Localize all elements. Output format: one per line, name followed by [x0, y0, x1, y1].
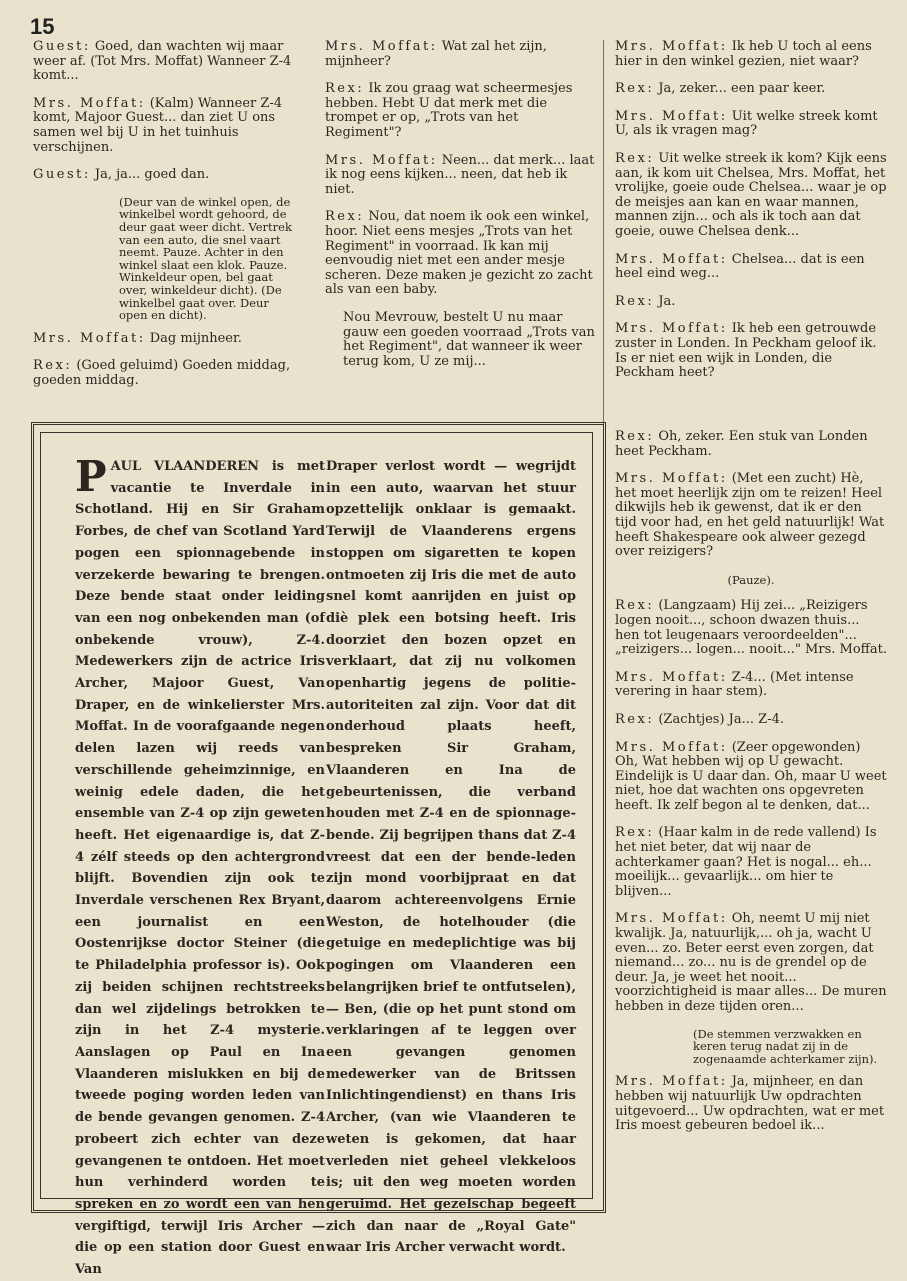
- summary-text-1: AUL VLAANDEREN is met vacantie te Inverdale in Schotland. Hij en Sir Graham Forbes, de chef van Scotland Yard pogen een spionnagebende in verzekerde bewaring te brengen. Deze bende staat onder leiding van een nog onbekenden man (of onbekende vrouw), Z-4. Medewerkers zijn de actrice Iris Archer, Majoor Guest, Van Draper, en de winkelierster Mrs. Moffat. In de voorafgaande negen delen lazen wij reeds van verschillende geheimzinnige, en weinig edele daden, die het ensemble van Z-4 op zijn geweten heeft. Het eigenaardige is, dat Z-4 zélf steeds op den achtergrond blijft. Bovendien zijn ook te Inverdale verschenen Rex Bryant, een journalist en een Oostenrijkse doctor Steiner (die te Philadelphia professor is). Ook zij beiden schijnen rechtstreeks dan wel zijdelings betrokken te zijn in het Z-4 mysterie. Aanslagen op Paul en Ina Vlaanderen mislukken en bij de tweede poging worden leden van de bende gevangen genomen. Z-4 probeert zich echter van deze gevangenen te ontdoen. Het moet hun verhinderd worden te spreken en zo wordt een van hen vergiftigd, terwijl Iris Archer — die op een station door Guest en Van: [75, 459, 325, 1278]
- dialogue-text: Oh, neemt U mij niet kwalijk. Ja, natuurlijk,... oh ja, wacht U even... zo. Beter eerst even zorgen, dat niemand... zo... nu is de grendel op de deur. Ja, je weet het nooit... voorzichtigheid is maar alles... De muren hebben in deze tijden oren...: [615, 911, 887, 1014]
- summary-column-1: [75, 452, 325, 1281]
- dialogue-line: [33, 332, 301, 347]
- dialogue-text: Wat zal het zijn, mijnheer?: [325, 39, 547, 69]
- speaker-name: Mrs. Moffat:: [615, 108, 728, 124]
- dialogue-text: Goed, dan wachten wij maar weer af. (Tot Mrs. Moffat) Wanneer Z-4 komt...: [33, 39, 292, 84]
- speaker-name: Rex:: [615, 598, 655, 614]
- speaker-name: Guest:: [33, 39, 91, 54]
- dialogue-line: [615, 1075, 887, 1133]
- speaker-name: Rex:: [615, 711, 655, 727]
- dialogue-text: (Langzaam) Hij zei... „Reizigers logen nooit..., schoon dwazen thuis... hen tot leugenaars veroordeelden"... „reizigers... logen... nooit..." Mrs. Moffat.: [615, 598, 887, 658]
- dialogue-text: Ik heb een getrouwde zuster in Londen. In Peckham geloof ik. Is er niet een wijk in Londen, die Peckham heet?: [615, 321, 877, 381]
- speaker-name: Mrs. Moffat:: [615, 471, 728, 487]
- dialogue-text: (Goed geluimd) Goeden middag, goeden middag.: [33, 358, 291, 388]
- speaker-name: Mrs. Moffat:: [325, 39, 438, 54]
- speaker-name: Mrs. Moffat:: [615, 39, 728, 54]
- dialogue-line: [615, 295, 887, 310]
- dialogue-line: [615, 430, 887, 459]
- dialogue-line: [615, 826, 887, 899]
- dialogue-line: [33, 40, 301, 84]
- dialogue-text: Dag mijnheer.: [149, 330, 242, 346]
- speaker-name: Mrs. Moffat:: [615, 669, 728, 685]
- speaker-name: Rex:: [325, 81, 365, 97]
- stage-direction: (Deur van de winkel open, de winkelbel wordt gehoord, de deur gaat weer dicht. Vertrek van een auto, die snel vaart neemt. Pauze. Achter in den winkel slaat een klok. Pauze. Winkeldeur open, bel gaat over, winkeldeur dicht). (De winkelbel gaat over. Deur open en dicht).: [119, 194, 292, 323]
- stage-direction: (De stemmen verzwakken en keren terug nadat zij in de zogenaamde achterkamer zijn).: [693, 1026, 878, 1066]
- dialogue-text: (Met een zucht) Hè, het moet heerlijk zijn om te reizen! Heel dikwijls heb ik gewenst, dat ik er den tijd voor had, en het geld natuurlijk! Wat heeft Shakespeare ook alweer gezegd over reizigers?: [615, 471, 885, 560]
- speaker-name: Mrs. Moffat:: [325, 152, 438, 168]
- dialogue-line: [615, 40, 887, 69]
- speaker-name: Mrs. Moffat:: [33, 95, 146, 111]
- dialogue-line: [615, 110, 887, 139]
- dialogue-line: [325, 40, 595, 69]
- dialogue-text: (Zeer opgewonden) Oh, Wat hebben wij op U gewacht. Eindelijk is U daar dan. Oh, maar U weet niet, hoe dat wachten ons opgevreten heeft. Ik zelf begon al te denken, dat...: [615, 739, 887, 813]
- speaker-name: Mrs. Moffat:: [615, 251, 728, 267]
- dialogue-text: Ja.: [658, 293, 676, 309]
- dialogue-line: [33, 168, 301, 183]
- speaker-name: Guest:: [33, 167, 91, 183]
- dialogue-text: Uit welke streek komt U, als ik vragen mag?: [615, 108, 878, 139]
- speaker-name: Rex:: [615, 293, 655, 309]
- dialogue-line: [325, 210, 595, 298]
- dialogue-text: (Zachtjes) Ja... Z-4.: [658, 711, 784, 727]
- dialogue-line: [615, 713, 887, 728]
- dialogue-line: [615, 599, 887, 657]
- dialogue-text: Nou, dat noem ik ook een winkel, hoor. Niet eens mesjes „Trots van het Regiment" in voorraad. Ik kan mij eenvoudig niet met een ander mesje scheren. Deze maken je gezicht zo zacht als van een baby.: [325, 209, 593, 298]
- dialogue-text: Oh, zeker. Een stuk van Londen heet Peckham.: [615, 429, 868, 459]
- dialogue-text: Uit welke streek ik kom? Kijk eens aan, ik kom uit Chelsea, Mrs. Moffat, het vrolijke, goeie oude Chelsea... waar je op de meisjes aan kan en waar mannen, mannen zijn... och als ik toch aan dat goeie, ouwe Chelsea denk...: [615, 150, 887, 239]
- dialogue-line: [325, 82, 595, 140]
- dialogue-text: Ja, ja... goed dan.: [94, 167, 210, 183]
- dialogue-text: Neen... dat merk... laat ik nog eens kijken... neen, dat heb ik niet.: [325, 152, 595, 197]
- page-number: 15: [30, 14, 55, 39]
- dialogue-column-3: [615, 40, 887, 394]
- dialogue-column-2: [325, 40, 595, 382]
- speaker-name: Rex:: [615, 81, 655, 97]
- dialogue-text: Ja, zeker... een paar keer.: [658, 81, 826, 97]
- dialogue-line: [615, 741, 887, 814]
- dialogue-line: [325, 154, 595, 198]
- dialogue-line: [615, 152, 887, 240]
- speaker-name: Rex:: [615, 150, 655, 166]
- drop-cap: P: [75, 452, 107, 501]
- dialogue-text: Ik zou graag wat scheermesjes hebben. Hebt U dat merk met die trompet er op, „Trots van het Regiment"?: [325, 81, 573, 140]
- dialogue-line: [615, 472, 887, 560]
- dialogue-text: Z-4... (Met intense verering in haar stem).: [615, 669, 854, 700]
- speaker-name: Rex:: [33, 358, 73, 374]
- dialogue-line: [615, 671, 887, 700]
- dialogue-line: [615, 253, 887, 282]
- dialogue-text: (Haar kalm in de rede vallend) Is het niet beter, dat wij naar de achterkamer gaan? Het is nogal... eh... moeilijk... gevaarlijk... om hier te blijven...: [615, 825, 877, 899]
- dialogue-line: [33, 97, 301, 155]
- dialogue-text: Ik heb U toch al eens hier in den winkel gezien, niet waar?: [615, 39, 872, 69]
- dialogue-column-1: [33, 40, 301, 401]
- dialogue-line: [615, 322, 887, 380]
- dialogue-line: [615, 912, 887, 1014]
- pause-note: (Pauze).: [727, 572, 775, 587]
- speaker-name: Rex:: [615, 429, 655, 444]
- speaker-name: Rex:: [325, 209, 365, 225]
- dialogue-text: Ja, mijnheer, en dan hebben wij natuurlijk Uw opdrachten uitgevoerd... Uw opdrachten, wat er met Iris moest gebeuren bedoel ik...: [615, 1074, 885, 1134]
- speaker-name: Rex:: [615, 825, 655, 841]
- speaker-name: Mrs. Moffat:: [615, 1074, 728, 1090]
- speaker-name: Mrs. Moffat:: [33, 330, 146, 346]
- dialogue-line: [33, 359, 301, 388]
- dialogue-line: [615, 82, 887, 97]
- dialogue-column-3-continued: [615, 430, 887, 1147]
- dialogue-text: Chelsea... dat is een heel eind weg...: [615, 251, 865, 282]
- summary-column-2: Draper verlost wordt — wegrijdt in een auto, waarvan het stuur opzettelijk onklaar is gemaakt. Terwijl de Vlaanderens ergens stoppen om sigaretten te kopen ontmoeten zij Iris die met de auto snel komt aanrijden en juist op diè plek een botsing heeft. Iris doorziet den bozen opzet en verklaart, dat zij nu volkomen openhartig jegens de politie-autoriteiten zal zijn. Voor dat dit onderhoud plaats heeft, bespreken Sir Graham, Vlaanderen en Ina de gebeurtenissen, die verband houden met Z-4 en de spionnage-bende. Zij begrijpen thans dat Z-4 vreest dat een der bende-leden zijn mond voorbijpraat en dat daarom achtereenvolgens Ernie Weston, de hotelhouder (die getuige en medeplichtige was bij pogingen om Vlaanderen een belangrijken brief te ontfutselen), — Ben, (die op het punt stond om verklaringen af te leggen over een gevangen genomen medewerker van de Britssen Inlichtingendienst) en thans Iris Archer, (van wie Vlaanderen te weten is gekomen, dat haar verleden niet geheel vlekkeloos is; uit den weg moeten worden geruimd. Het gezelschap begeeft zich dan naar de „Royal Gate" waar Iris Archer verwacht wordt.: [326, 459, 576, 1256]
- speaker-name: Mrs. Moffat:: [615, 321, 728, 337]
- speaker-name: Mrs. Moffat:: [615, 739, 728, 755]
- dialogue-text: (Kalm) Wanneer Z-4 komt, Majoor Guest... dan ziet U ons samen wel bij U in het tuinhuis verschijnen.: [33, 95, 283, 155]
- speaker-name: Mrs. Moffat:: [615, 911, 728, 927]
- dialogue-continuation: Nou Mevrouw, bestelt U nu maar gauw een goeden voorraad „Trots van het Regiment", dat wanneer ik weer terug kom, U ze mij...: [343, 309, 595, 369]
